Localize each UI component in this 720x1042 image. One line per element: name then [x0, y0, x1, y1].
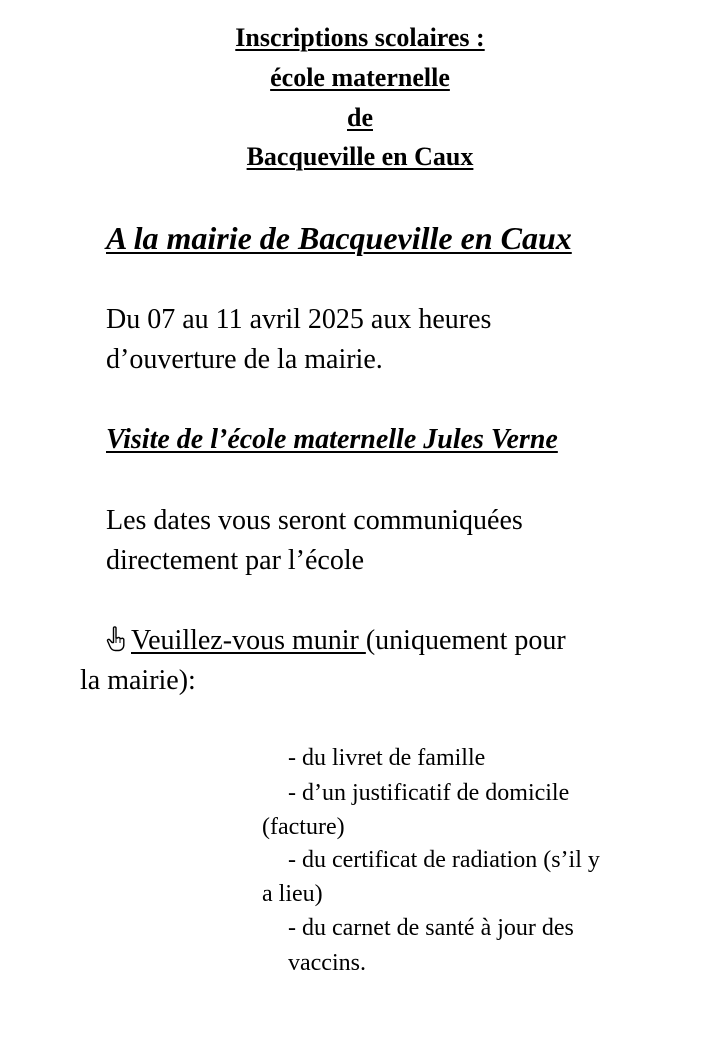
list-item-livret: - du livret de famille	[288, 745, 486, 771]
title-line-3: de	[347, 103, 373, 132]
mairie-heading: A la mairie de Bacqueville en Caux	[106, 220, 572, 256]
title-line-2: école maternelle	[270, 63, 450, 92]
title-line-4: Bacqueville en Caux	[246, 142, 474, 171]
requirements-intro	[106, 624, 566, 658]
pointing-hand-icon	[106, 626, 126, 652]
list-item-certificat-cont: a lieu)	[262, 881, 323, 907]
dates-line-1: Du 07 au 11 avril 2025 aux heures	[106, 304, 492, 335]
requirements-line-2: la mairie):	[80, 665, 196, 696]
list-item-justificatif-cont: (facture)	[262, 814, 345, 840]
title-line-1: Inscriptions scolaires :	[235, 23, 485, 52]
requirements-underlined: Veuillez-vous munir	[131, 625, 366, 656]
visit-line-2: directement par l’école	[106, 545, 365, 576]
list-item-carnet-cont: vaccins.	[288, 950, 366, 976]
list-item-certificat: - du certificat de radiation (s’il y	[288, 847, 600, 873]
visit-heading: Visite de l’école maternelle Jules Verne	[106, 424, 558, 455]
requirements-rest: (uniquement pour	[365, 625, 566, 656]
list-item-justificatif: - d’un justificatif de domicile	[288, 780, 570, 806]
dates-line-2: d’ouverture de la mairie.	[106, 344, 383, 375]
visit-line-1: Les dates vous seront communiquées	[106, 505, 523, 536]
list-item-carnet: - du carnet de santé à jour des	[288, 915, 574, 941]
